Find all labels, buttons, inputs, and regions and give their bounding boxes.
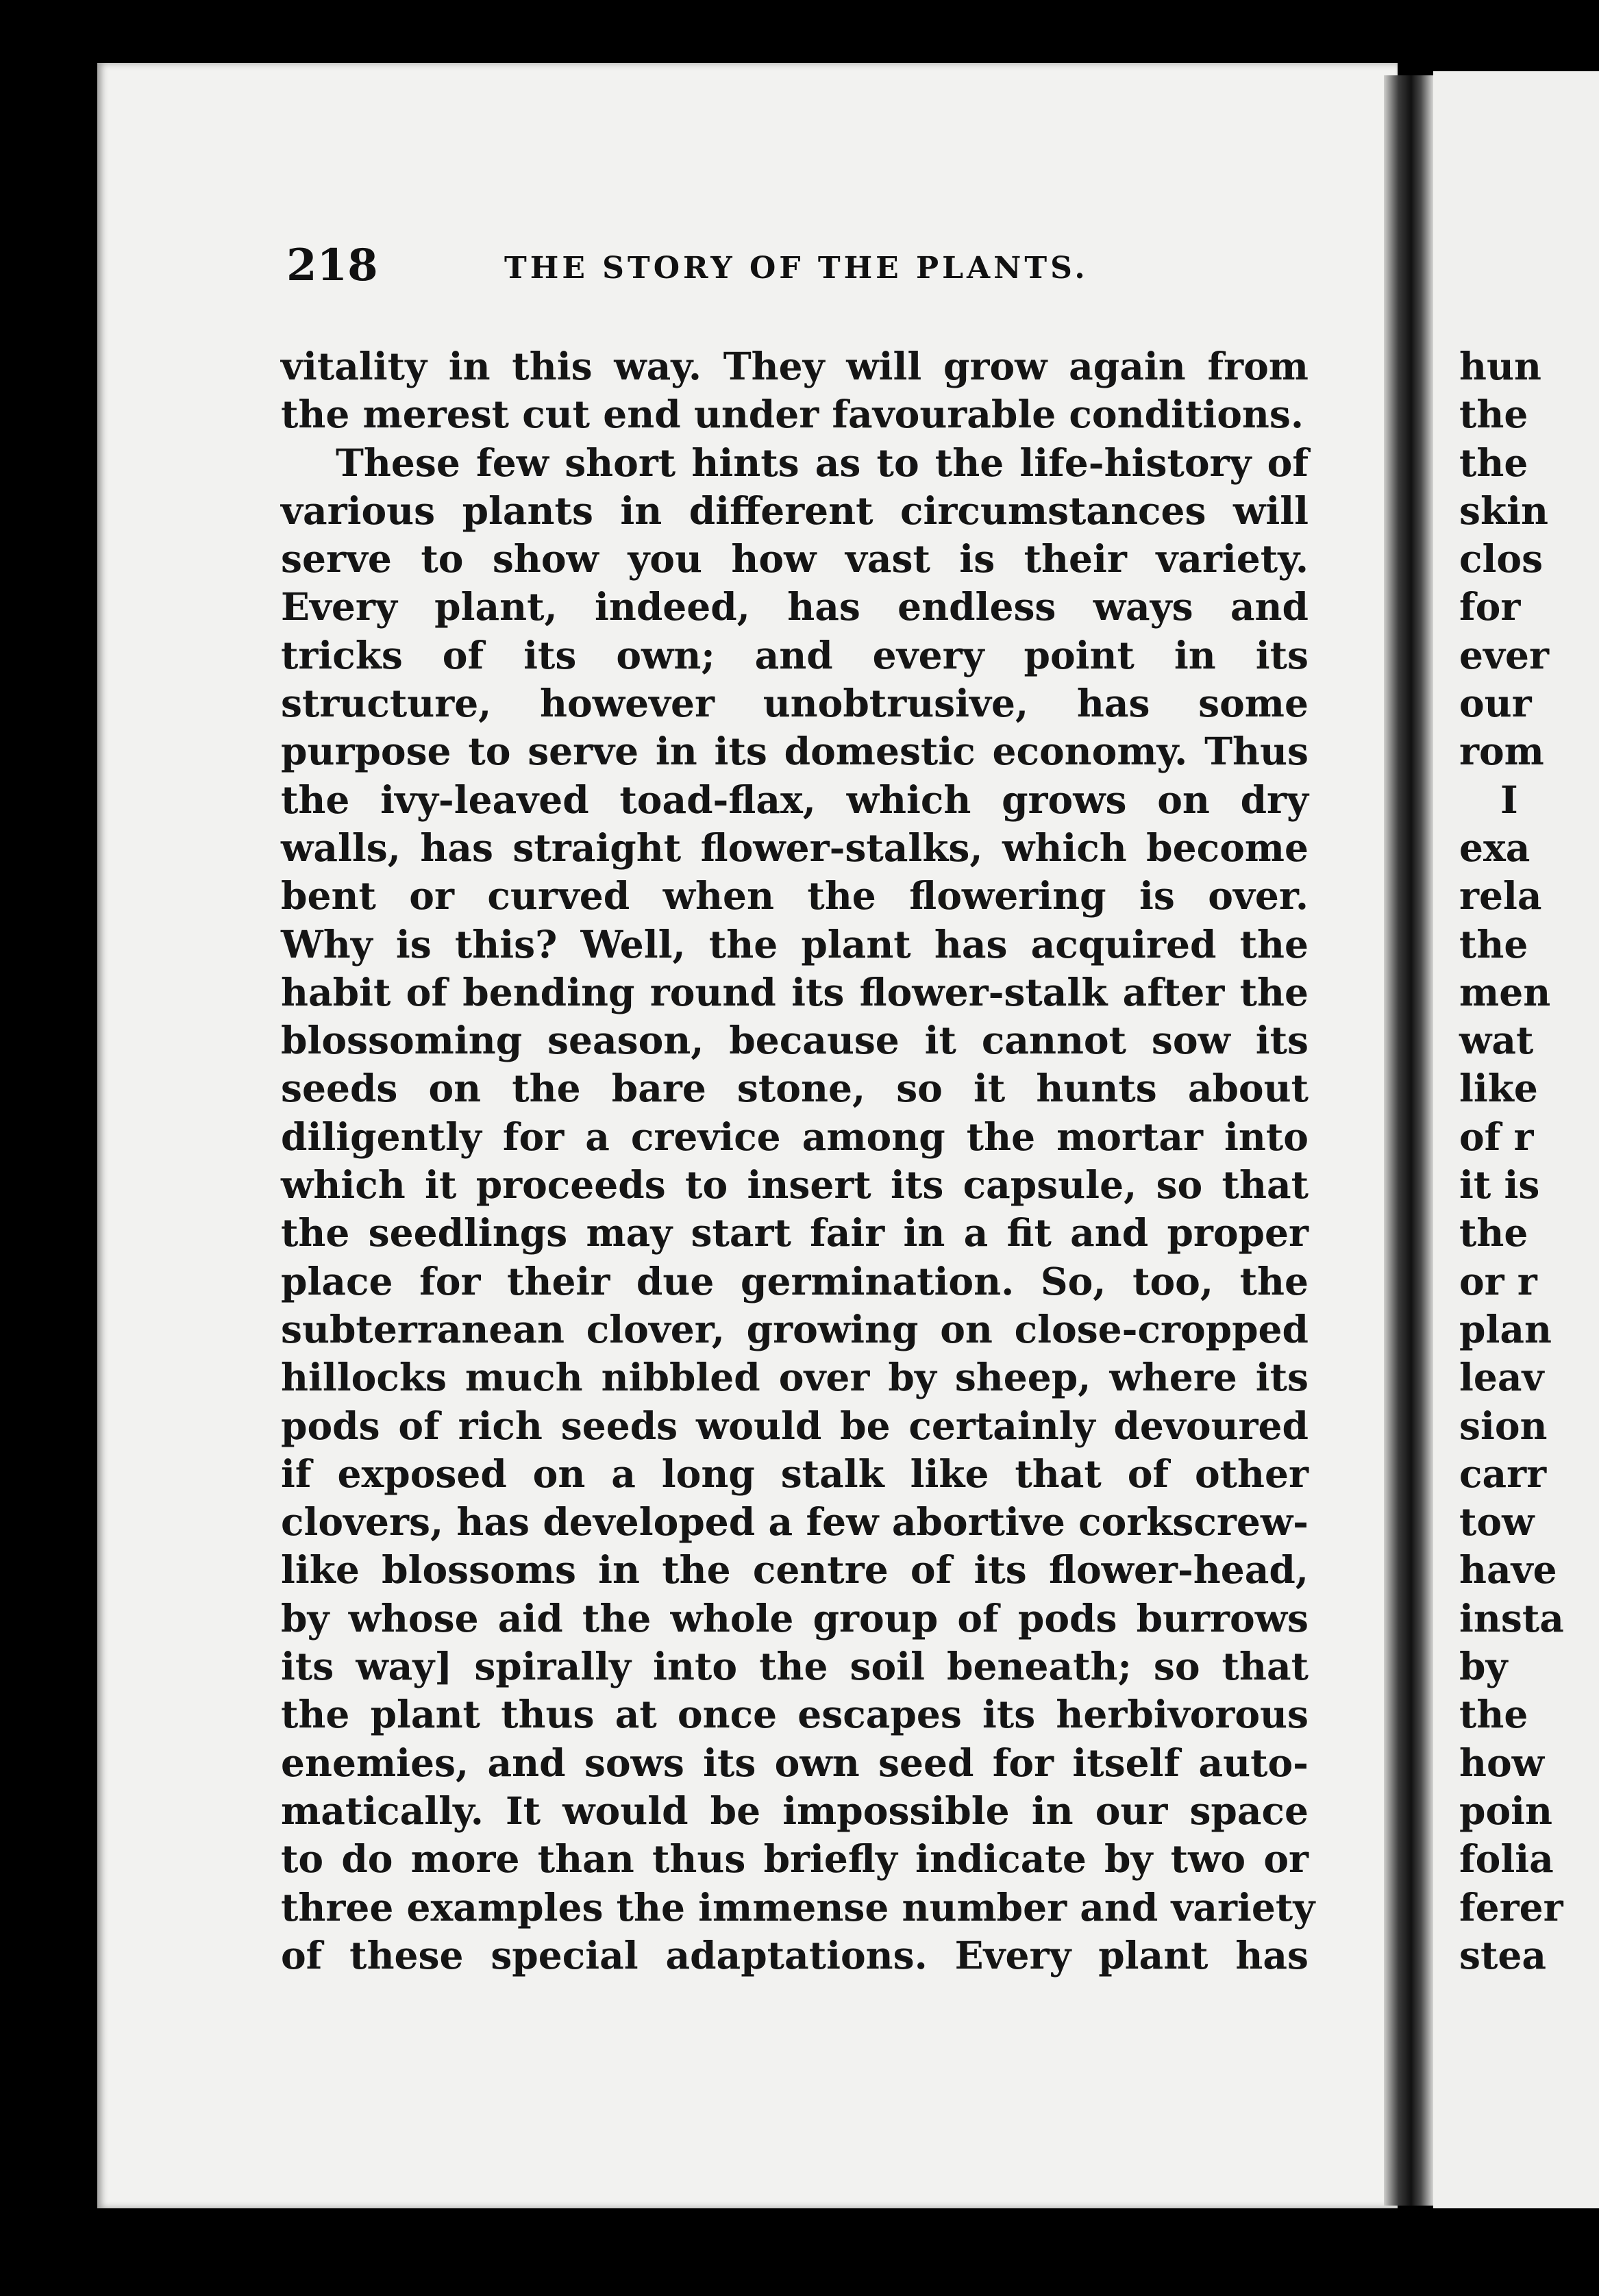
text-line: clovers, has developed a few abortive corkscrew- (281, 1499, 1309, 1545)
text-line-fragment: hun (1459, 344, 1541, 388)
text-line: habit of bending round its flower-stalk after the (281, 969, 1309, 1014)
text-line: purpose to serve in its domestic economy. Thus (281, 729, 1309, 774)
text-line-fragment: clos (1459, 536, 1544, 582)
text-line-fragment: men (1459, 969, 1551, 1014)
text-line-fragment: the (1459, 921, 1528, 966)
text-line-fragment: it is (1459, 1162, 1540, 1208)
text-line-fragment: sion (1459, 1403, 1548, 1448)
text-line: diligently for a crevice among the mortar into (281, 1114, 1309, 1159)
text-line: tricks of its own; and every point in its (281, 632, 1309, 677)
text-line: if exposed on a long stalk like that of other (281, 1451, 1309, 1496)
text-line: matically. It would be impossible in our space (281, 1788, 1309, 1833)
text-line-fragment: how (1459, 1740, 1545, 1785)
text-line-fragment: ever (1459, 632, 1549, 677)
running-head: THE STORY OF THE PLANTS. (504, 251, 1089, 286)
text-line: by whose aid the whole group of pods burrows (281, 1595, 1309, 1640)
text-line: walls, has straight flower-stalks, which become (281, 825, 1309, 870)
text-line-fragment: skin (1459, 488, 1548, 533)
text-line: which it proceeds to insert its capsule, so that (281, 1162, 1309, 1208)
text-line: Why is this? Well, the plant has acquired the (281, 921, 1309, 966)
text-line-fragment: exa (1459, 825, 1530, 870)
text-line-fragment: stea (1459, 1932, 1546, 1977)
text-line: its way] spirally into the soil beneath; so that (281, 1644, 1309, 1689)
text-line-fragment: rela (1459, 873, 1542, 919)
text-line-fragment: the (1459, 1692, 1528, 1737)
text-line: structure, however unobtrusive, has some (281, 681, 1309, 726)
text-line-fragment: of r (1459, 1114, 1534, 1159)
text-line: the plant thus at once escapes its herbivorous (281, 1692, 1309, 1737)
text-line: the merest cut end under favourable conditions. (281, 392, 1304, 437)
text-line: hillocks much nibbled over by sheep, where its (281, 1355, 1309, 1400)
text-line: like blossoms in the centre of its flower-head, (281, 1547, 1309, 1593)
text-line: the seedlings may start fair in a fit and proper (281, 1210, 1309, 1256)
text-line-fragment: for (1459, 584, 1521, 629)
text-line: pods of rich seeds would be certainly devoured (281, 1403, 1309, 1448)
text-line: serve to show you how vast is their variety. (281, 536, 1309, 582)
text-line-fragment: I (1500, 777, 1518, 822)
text-line-fragment: tow (1459, 1499, 1535, 1545)
text-line-fragment: the (1459, 392, 1528, 437)
text-line-fragment: folia (1459, 1836, 1554, 1882)
text-line-fragment: like (1459, 1066, 1538, 1111)
text-line-fragment: insta (1459, 1595, 1564, 1640)
text-line: various plants in different circumstances will (281, 488, 1309, 533)
text-line: the ivy-leaved toad-flax, which grows on dry (281, 777, 1309, 822)
text-line: Every plant, indeed, has endless ways and (281, 584, 1309, 629)
text-line-fragment: or r (1459, 1258, 1537, 1303)
right-page-body (1459, 342, 1599, 1980)
book-gutter (1384, 75, 1433, 2206)
text-line: enemies, and sows its own seed for itself auto- (281, 1740, 1309, 1785)
text-line-fragment: our (1459, 681, 1532, 726)
text-line-fragment: wat (1459, 1018, 1534, 1063)
page-header (286, 240, 1314, 291)
text-line-fragment: ferer (1459, 1884, 1563, 1930)
text-line: seeds on the bare stone, so it hunts about (281, 1066, 1309, 1111)
page-number: 218 (286, 240, 378, 291)
text-line: three examples the immense number and variety (281, 1884, 1315, 1930)
left-page-body (281, 342, 1315, 1980)
text-line: vitality in this way. They will grow again from (281, 344, 1309, 388)
text-line: to do more than thus briefly indicate by two or (281, 1836, 1309, 1882)
text-line-fragment: the (1459, 440, 1528, 485)
text-line-fragment: by (1459, 1644, 1508, 1689)
text-line: subterranean clover, growing on close-cropped (281, 1306, 1309, 1351)
text-line-fragment: poin (1459, 1788, 1553, 1833)
text-line-fragment: the (1459, 1210, 1528, 1256)
text-line: These few short hints as to the life-history of (336, 440, 1309, 485)
text-line-fragment: rom (1459, 729, 1544, 774)
text-line-fragment: have (1459, 1547, 1557, 1593)
text-line: place for their due germination. So, too, the (281, 1258, 1309, 1303)
text-line-fragment: plan (1459, 1306, 1552, 1351)
text-line-fragment: carr (1459, 1451, 1547, 1496)
text-line: bent or curved when the flowering is over. (281, 873, 1309, 919)
text-line-fragment: leav (1459, 1355, 1544, 1400)
text-line: blossoming season, because it cannot sow its (281, 1018, 1309, 1063)
text-line: of these special adaptations. Every plant has (281, 1932, 1309, 1977)
